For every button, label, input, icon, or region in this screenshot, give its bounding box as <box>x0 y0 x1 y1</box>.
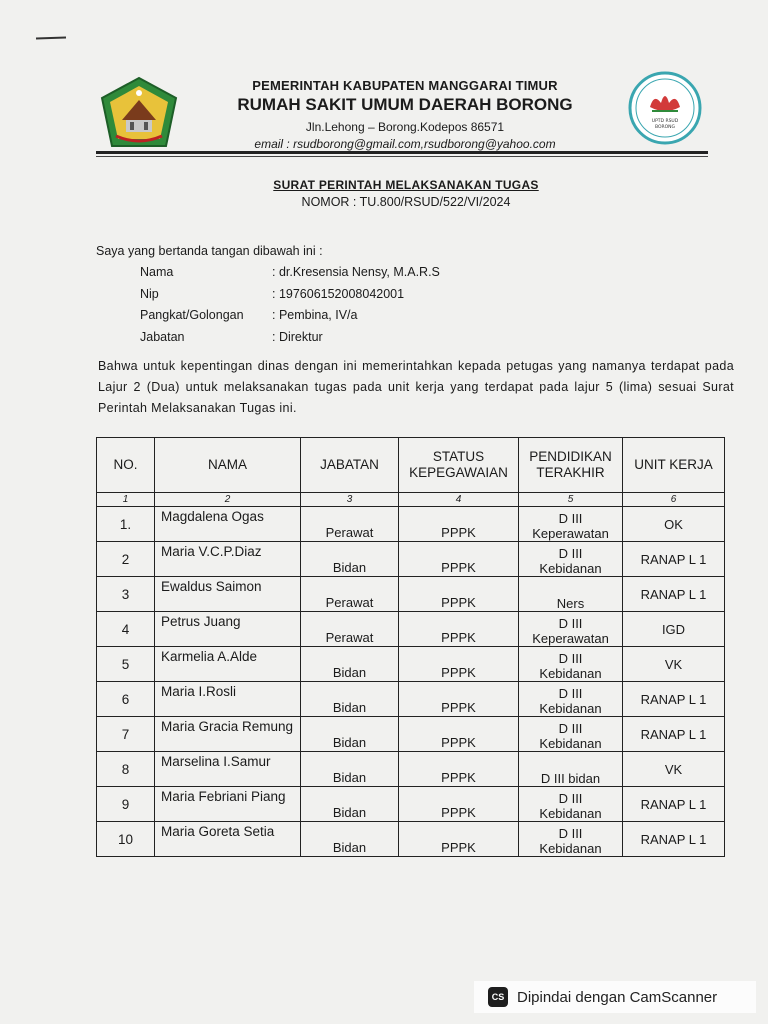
cell-jabatan: Perawat <box>301 612 399 647</box>
cell-pendidikan <box>519 822 623 857</box>
cell-unit: RANAP L 1 <box>623 542 725 577</box>
table-row <box>97 717 725 752</box>
cell-nama: Maria Goreta Setia <box>155 822 301 857</box>
table-row <box>97 612 725 647</box>
cell-pendidikan <box>519 577 623 612</box>
header-nama: NAMA <box>155 438 301 493</box>
letterhead <box>0 70 768 160</box>
cell-pendidikan <box>519 647 623 682</box>
letter-title: SURAT PERINTAH MELAKSANAKAN TUGAS <box>273 178 539 192</box>
cell-status: PPPK <box>399 822 519 857</box>
cell-no: 7 <box>97 717 155 752</box>
header-unit: UNIT KERJA <box>623 438 725 493</box>
cell-nama: Maria I.Rosli <box>155 682 301 717</box>
letterhead-rule-thick <box>96 151 708 154</box>
column-number-row <box>97 493 725 507</box>
cell-no: 10 <box>97 822 155 857</box>
hospital-logo-icon <box>628 71 702 145</box>
table-row <box>97 507 725 542</box>
cell-unit: IGD <box>623 612 725 647</box>
pendidikan-field: Kebidanan <box>539 666 602 681</box>
staff-table <box>96 437 725 857</box>
table-row <box>97 577 725 612</box>
pendidikan-field: Ners <box>556 596 585 611</box>
letterhead-rule-thin <box>96 156 708 157</box>
pendidikan-field: Kebidanan <box>539 736 602 751</box>
column-number: 4 <box>399 493 519 507</box>
pendidikan-field: Kebidanan <box>539 806 602 821</box>
table-row <box>97 822 725 857</box>
table-row <box>97 787 725 822</box>
signatory-row <box>140 330 440 352</box>
cell-unit: OK <box>623 507 725 542</box>
pendidikan-level: D III <box>558 651 583 666</box>
cell-unit: RANAP L 1 <box>623 577 725 612</box>
cell-status: PPPK <box>399 752 519 787</box>
cell-no: 9 <box>97 787 155 822</box>
cell-jabatan: Bidan <box>301 647 399 682</box>
header-pendidikan: PENDIDIKAN TERAKHIR <box>519 438 623 493</box>
signatory-details <box>140 265 440 351</box>
cell-unit: RANAP L 1 <box>623 787 725 822</box>
hospital-address: Jln.Lehong – Borong.Kodepos 86571 <box>305 120 505 134</box>
pendidikan-level: D III <box>558 826 583 841</box>
cell-no: 6 <box>97 682 155 717</box>
cell-unit: RANAP L 1 <box>623 682 725 717</box>
column-number: 1 <box>97 493 155 507</box>
cell-nama: Maria Febriani Piang <box>155 787 301 822</box>
table-row <box>97 542 725 577</box>
cell-status: PPPK <box>399 647 519 682</box>
cell-no: 5 <box>97 647 155 682</box>
hospital-name: RUMAH SAKIT UMUM DAERAH BORONG <box>237 95 573 114</box>
pendidikan-level: D III <box>558 791 583 806</box>
header-status: STATUS KEPEGAWAIAN <box>399 438 519 493</box>
signatory-label: Nama <box>140 265 174 279</box>
cell-unit: RANAP L 1 <box>623 822 725 857</box>
cell-pendidikan <box>519 612 623 647</box>
cell-jabatan: Bidan <box>301 787 399 822</box>
pendidikan-field: Kebidanan <box>539 841 602 856</box>
pendidikan-field: Kebidanan <box>539 561 602 576</box>
cell-status: PPPK <box>399 577 519 612</box>
cell-status: PPPK <box>399 787 519 822</box>
camscanner-badge <box>474 981 756 1013</box>
letter-title-block <box>0 178 768 209</box>
cell-pendidikan <box>519 682 623 717</box>
government-name: PEMERINTAH KABUPATEN MANGGARAI TIMUR <box>252 78 558 93</box>
cell-no: 2 <box>97 542 155 577</box>
column-number: 5 <box>519 493 623 507</box>
cell-nama: Magdalena Ogas <box>155 507 301 542</box>
camscanner-text: Dipindai dengan CamScanner <box>517 988 718 1006</box>
cell-jabatan: Bidan <box>301 752 399 787</box>
pendidikan-level: D III <box>558 721 583 736</box>
table-row <box>97 647 725 682</box>
signatory-label: Nip <box>140 286 159 301</box>
pendidikan-field: Kebidanan <box>539 701 602 716</box>
cell-jabatan: Perawat <box>301 577 399 612</box>
cell-jabatan: Bidan <box>301 717 399 752</box>
cell-nama: Maria V.C.P.Diaz <box>155 542 301 577</box>
cell-no: 8 <box>97 752 155 787</box>
signatory-value: : dr.Kresensia Nensy, M.A.R.S <box>272 265 440 279</box>
cell-status: PPPK <box>399 542 519 577</box>
cell-pendidikan <box>519 717 623 752</box>
pendidikan-level: D III <box>558 616 583 631</box>
cell-unit: VK <box>623 752 725 787</box>
letter-number: NOMOR : TU.800/RSUD/522/VI/2024 <box>301 195 511 209</box>
table-row <box>97 682 725 717</box>
cell-no: 3 <box>97 577 155 612</box>
cell-nama: Marselina I.Samur <box>155 752 301 787</box>
header-no: NO. <box>97 438 155 493</box>
pendidikan-field: Keperawatan <box>532 631 609 646</box>
column-number: 2 <box>155 493 301 507</box>
regency-emblem-icon <box>100 76 178 150</box>
signatory-row <box>140 308 440 330</box>
letter-intro: Saya yang bertanda tangan dibawah ini : <box>96 244 323 258</box>
cell-pendidikan <box>519 542 623 577</box>
cell-status: PPPK <box>399 717 519 752</box>
table-row <box>97 752 725 787</box>
cell-unit: VK <box>623 647 725 682</box>
pendidikan-level: D III <box>558 546 583 561</box>
signatory-label: Pangkat/Golongan <box>140 308 244 322</box>
signatory-value: : Direktur <box>272 329 323 344</box>
cell-jabatan: Bidan <box>301 542 399 577</box>
hospital-email: email : rsudborong@gmail.com,rsudborong@yahoo.com <box>254 137 556 151</box>
cell-pendidikan <box>519 507 623 542</box>
cell-no: 1. <box>97 507 155 542</box>
camscanner-logo-icon: CS <box>488 987 508 1007</box>
letter-body: Bahwa untuk kepentingan dinas dengan ini memerintahkan kepada petugas yang namanya terdapat pada Lajur 2 (Dua) untuk melaksanakan tugas pada unit kerja yang terdapat pada lajur 5 (lima) sesuai Surat Perintah Melaksanakan Tugas ini. <box>98 359 734 415</box>
cell-no: 4 <box>97 612 155 647</box>
pendidikan-field: Keperawatan <box>532 526 609 541</box>
cell-nama: Maria Gracia Remung <box>155 717 301 752</box>
column-number: 6 <box>623 493 725 507</box>
cell-jabatan: Perawat <box>301 507 399 542</box>
cell-nama: Petrus Juang <box>155 612 301 647</box>
scan-mark <box>36 36 66 39</box>
cell-status: PPPK <box>399 507 519 542</box>
column-number: 3 <box>301 493 399 507</box>
signatory-value: : Pembina, IV/a <box>272 308 358 322</box>
signatory-row <box>140 287 440 309</box>
cell-unit: RANAP L 1 <box>623 717 725 752</box>
cell-status: PPPK <box>399 682 519 717</box>
cell-jabatan: Bidan <box>301 682 399 717</box>
table-header-row <box>97 438 725 493</box>
cell-status: PPPK <box>399 612 519 647</box>
pendidikan-field: D III bidan <box>540 771 601 786</box>
pendidikan-level: D III <box>558 686 583 701</box>
signatory-value: : 197606152008042001 <box>272 286 405 301</box>
cell-nama: Karmelia A.Alde <box>155 647 301 682</box>
pendidikan-level: D III <box>558 511 583 526</box>
cell-pendidikan <box>519 787 623 822</box>
cell-nama: Ewaldus Saimon <box>155 577 301 612</box>
header-jabatan: JABATAN <box>301 438 399 493</box>
cell-jabatan: Bidan <box>301 822 399 857</box>
svg-text:UPTD RSUD: UPTD RSUD <box>651 119 679 124</box>
signatory-label: Jabatan <box>140 329 185 344</box>
cell-pendidikan <box>519 752 623 787</box>
svg-text:BORONG: BORONG <box>654 125 676 130</box>
signatory-row <box>140 265 440 287</box>
